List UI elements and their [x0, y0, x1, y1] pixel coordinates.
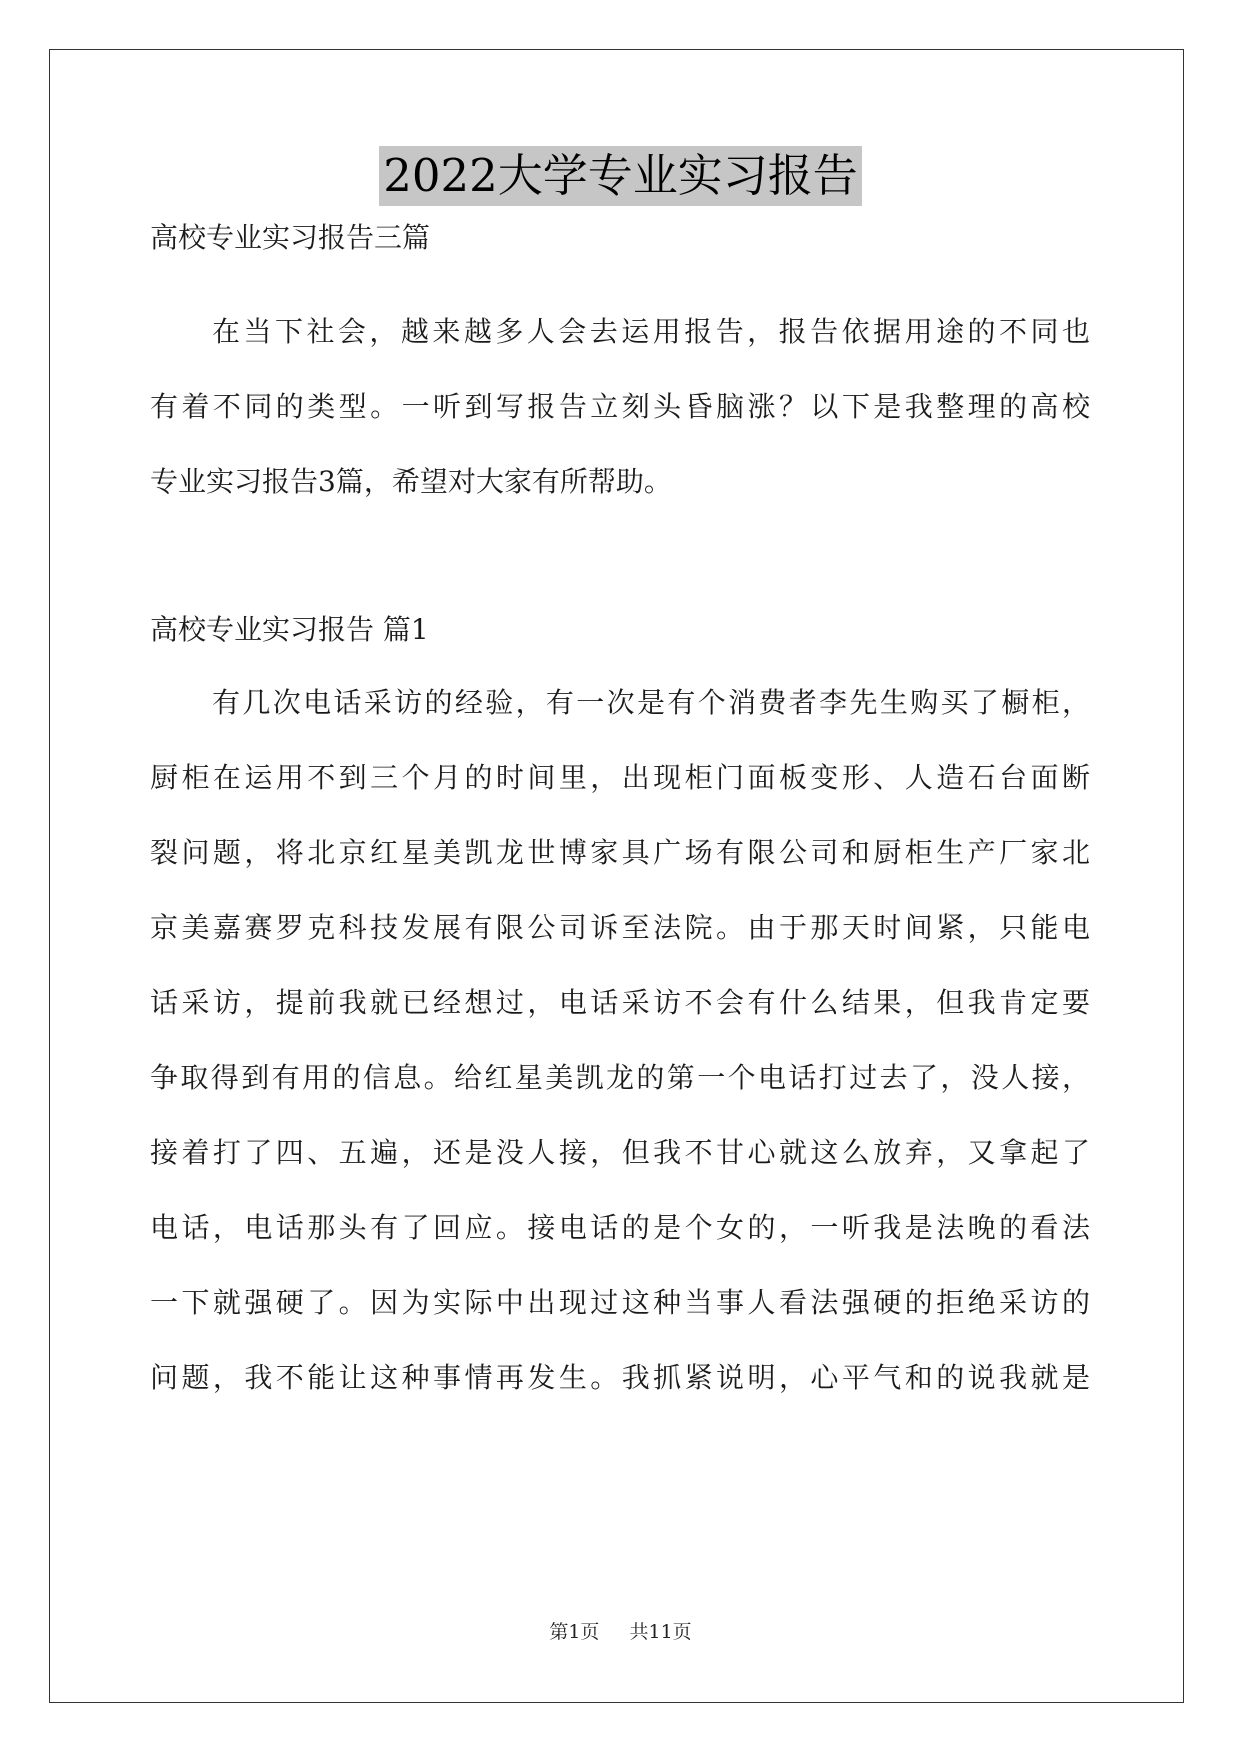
body-paragraph — [150, 665, 1090, 1415]
document-subtitle: 高校专业实习报告三篇 — [150, 221, 431, 254]
body-line: 话采访，提前我就已经想过，电话采访不会有什么结果，但我肯定要 — [150, 986, 1090, 1019]
body-line: 接着打了四、五遍，还是没人接，但我不甘心就这么放弃，又拿起了 — [150, 1136, 1090, 1169]
body-line: 裂问题，将北京红星美凯龙世博家具广场有限公司和厨柜生产厂家北 — [150, 836, 1090, 869]
body-line: 有几次电话采访的经验，有一次是有个消费者李先生购买了橱柜， — [212, 686, 1090, 719]
body-line: 一下就强硬了。因为实际中出现过这种当事人看法强硬的拒绝采访的 — [150, 1286, 1090, 1319]
section-heading: 高校专业实习报告 篇1 — [150, 613, 429, 646]
intro-paragraph — [150, 294, 1090, 519]
body-line: 争取得到有用的信息。给红星美凯龙的第一个电话打过去了，没人接， — [150, 1061, 1090, 1094]
document-title: 2022大学专业实习报告 — [379, 146, 862, 206]
page-footer — [0, 1617, 1241, 1644]
intro-line: 在当下社会，越来越多人会去运用报告，报告依据用途的不同也 — [212, 315, 1090, 348]
page-total: 共11页 — [629, 1621, 692, 1643]
intro-line: 有着不同的类型。一听到写报告立刻头昏脑涨？以下是我整理的高校 — [150, 390, 1090, 423]
body-line: 厨柜在运用不到三个月的时间里，出现柜门面板变形、人造石台面断 — [150, 761, 1090, 794]
body-line: 京美嘉赛罗克科技发展有限公司诉至法院。由于那天时间紧，只能电 — [150, 911, 1090, 944]
body-line: 电话，电话那头有了回应。接电话的是个女的，一听我是法晚的看法 — [150, 1211, 1090, 1244]
intro-line: 专业实习报告3篇，希望对大家有所帮助。 — [150, 465, 672, 498]
body-line: 问题，我不能让这种事情再发生。我抓紧说明，心平气和的说我就是 — [150, 1361, 1090, 1394]
page-number: 第1页 — [549, 1621, 600, 1643]
title-wrap — [0, 146, 1241, 206]
